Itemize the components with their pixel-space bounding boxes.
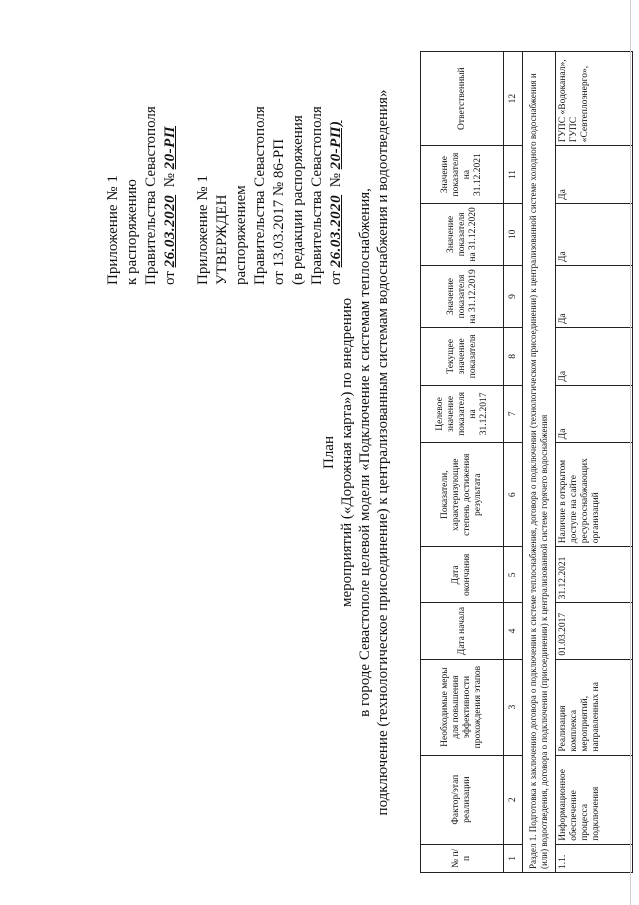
handwritten-date: 26.03.2020 bbox=[162, 194, 178, 268]
approval-line: к распоряжению bbox=[124, 179, 140, 285]
header-cell: Значение показателя на 31.12.2021 bbox=[421, 146, 504, 204]
row-responsible: ГУПС «Водоканал», ГУПС «Севтеплоэнерго», bbox=[556, 52, 633, 146]
title-line: мероприятий («Дорожная карта») по внедрению bbox=[339, 297, 355, 608]
document-title bbox=[320, 60, 392, 845]
column-number: 11 bbox=[504, 146, 523, 204]
approval-line: (в редакции распоряжения bbox=[290, 115, 306, 285]
column-number: 4 bbox=[504, 603, 523, 659]
approval-line: Правительства Севастополя bbox=[143, 106, 159, 285]
handwritten-date: 26.03.2020 bbox=[328, 194, 344, 268]
header-cell: Значение показателя на 31.12.2019 bbox=[421, 265, 504, 327]
column-number: 12 bbox=[504, 52, 523, 146]
header-cell: Необходимые меры для повышения эффективности прохождения этапов bbox=[421, 659, 504, 755]
title-line: План bbox=[321, 436, 337, 470]
approval-line: Правительства Севастополя bbox=[252, 106, 268, 285]
row-end-date: 31.12.2021 bbox=[556, 547, 633, 603]
approval-line: распоряжением bbox=[233, 185, 249, 285]
date-prefix: от bbox=[162, 267, 178, 285]
column-number: 1 bbox=[504, 844, 523, 872]
row-value-2020: Да bbox=[556, 203, 633, 265]
column-number: 9 bbox=[504, 265, 523, 327]
approval-block bbox=[104, 35, 346, 285]
row-target-value: Да bbox=[556, 385, 633, 443]
column-number: 7 bbox=[504, 385, 523, 443]
handwritten-number: 20-РП bbox=[162, 126, 178, 170]
table-header-row bbox=[421, 52, 504, 873]
column-number-row bbox=[504, 52, 523, 873]
column-number: 5 bbox=[504, 547, 523, 603]
approval-line: Приложение № 1 bbox=[105, 175, 121, 285]
row-number: 1.1. bbox=[556, 844, 633, 872]
column-number: 8 bbox=[504, 328, 523, 386]
plan-table bbox=[420, 51, 633, 873]
approval-line: от 13.03.2017 № 86-РП bbox=[271, 138, 287, 285]
table-row bbox=[556, 52, 633, 873]
row-factor: Информационное обеспечение процесса подключения bbox=[556, 755, 633, 844]
number-prefix: № bbox=[328, 169, 344, 188]
row-value-2019: Да bbox=[556, 265, 633, 327]
row-current-value: Да bbox=[556, 328, 633, 386]
row-value-2021: Да bbox=[556, 146, 633, 204]
section-title: Раздел 1. Подготовка к заключению договора о подключении к системе теплоснабжения, договора о подключении (технологическом присоединении) к централизованной системе холодного водоснабжения и (или) водоотведения, договора о подключении (присоединении) к централизованной системе горячего водоснабжения bbox=[523, 52, 556, 873]
row-indicator: Наличие в открытом доступе на сайте ресурсоснабжающих организаций bbox=[556, 443, 633, 547]
column-number: 2 bbox=[504, 755, 523, 844]
header-cell: Целевое значение показателя на 31.12.2017 bbox=[421, 385, 504, 443]
row-start-date: 01.03.2017 bbox=[556, 603, 633, 659]
header-cell: Показатели, характеризующие степень достижения результата bbox=[421, 443, 504, 547]
approval-line: Правительства Севастополя bbox=[309, 106, 325, 285]
header-cell: Дата начала bbox=[421, 603, 504, 659]
date-prefix: от bbox=[328, 267, 344, 285]
approval-line: УТВЕРЖДЕН bbox=[214, 194, 230, 285]
column-number: 10 bbox=[504, 203, 523, 265]
header-cell: Фактор/этап реализации bbox=[421, 755, 504, 844]
approval-date-line bbox=[161, 35, 180, 285]
column-number: 6 bbox=[504, 443, 523, 547]
handwritten-number: 20-РП) bbox=[328, 120, 344, 170]
number-prefix: № bbox=[162, 169, 178, 188]
header-cell: Ответственный bbox=[421, 52, 504, 146]
header-cell: Значение показателя на 31.12.2020 bbox=[421, 203, 504, 265]
scan-edge bbox=[630, 0, 631, 905]
row-measures: Реализация комплекса мероприятий, направленных на bbox=[556, 659, 633, 755]
header-cell: № п/п bbox=[421, 844, 504, 872]
header-cell: Текущее значение показателя bbox=[421, 328, 504, 386]
section-row bbox=[523, 52, 556, 873]
title-line: подключение (технологическое присоединение) к централизованным системам водоснабжения и водоотведения» bbox=[375, 89, 391, 816]
column-number: 3 bbox=[504, 659, 523, 755]
header-cell: Дата окончания bbox=[421, 547, 504, 603]
approval-line: Приложение № 1 bbox=[195, 175, 211, 285]
title-line: в городе Севастополе целевой модели «Подключение к системам теплоснабжения, bbox=[357, 188, 373, 717]
